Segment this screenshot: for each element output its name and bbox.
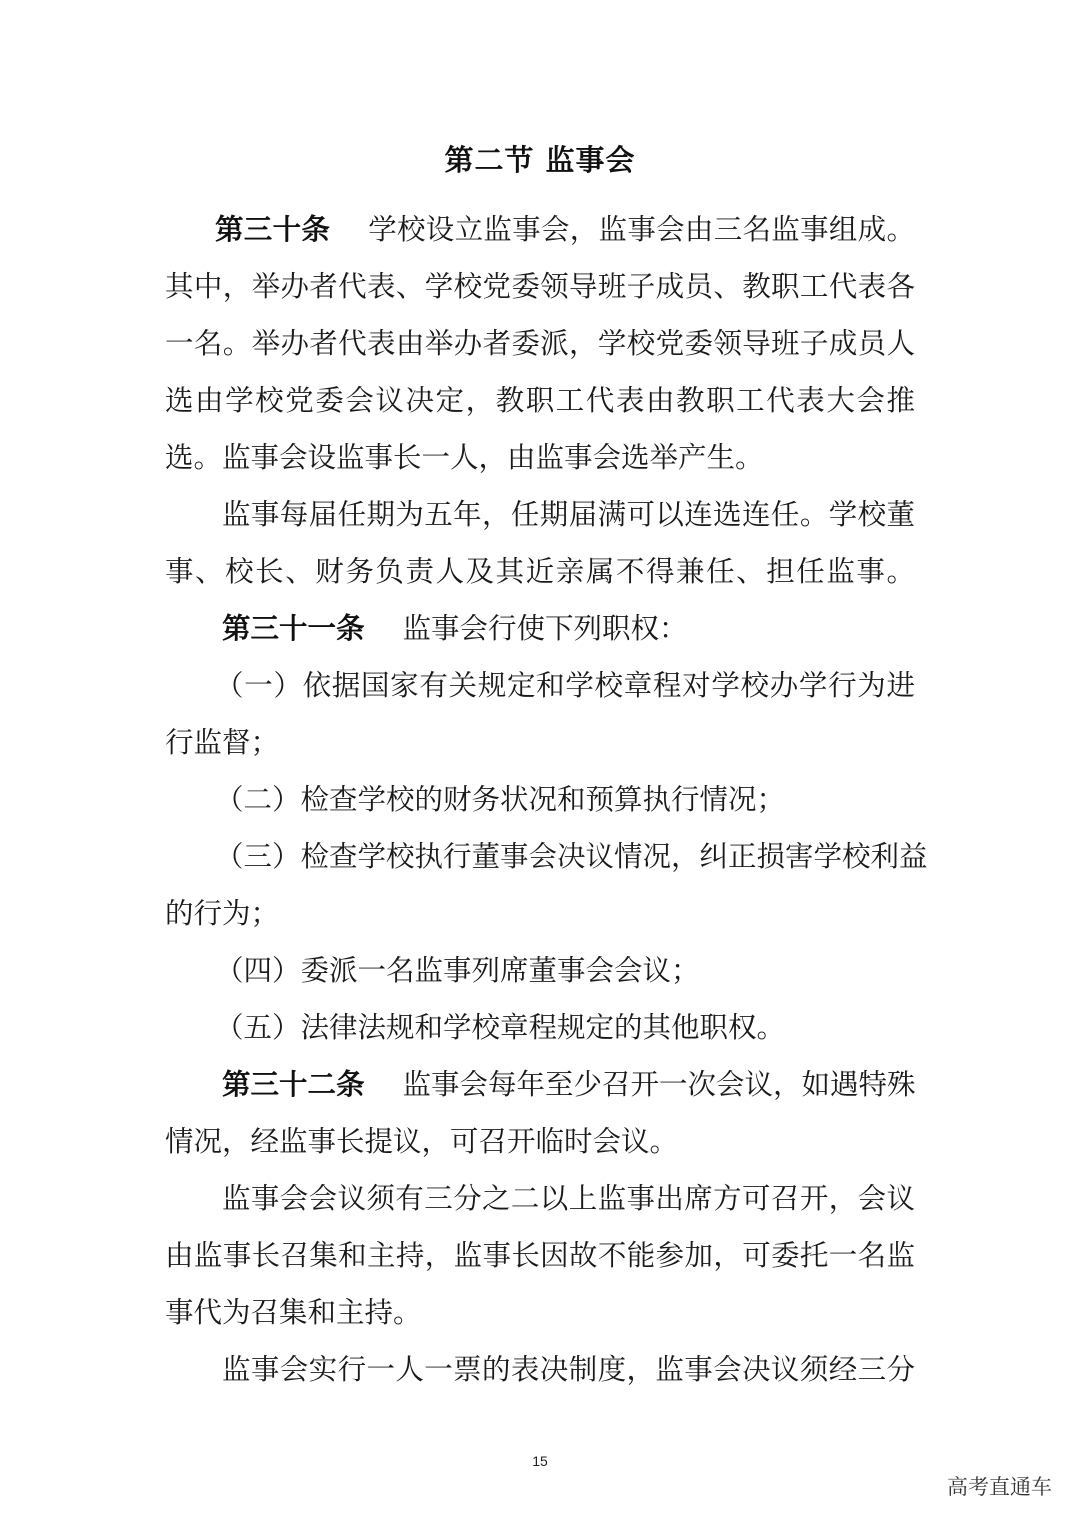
article-31-line-1 [222, 609, 915, 649]
article-31-item-3-line-2: 的行为； [165, 897, 280, 930]
article-30-line-4: 选由学校党委会议决定，教职工代表由教职工代表大会推 [165, 384, 915, 417]
article-30-line-5: 选。监事会设监事长一人，由监事会选举产生。 [165, 441, 764, 474]
article-31-item-1-line-2: 行监督； [165, 726, 280, 759]
article-32-line-2: 情况，经监事长提议，可召开临时会议。 [165, 1125, 679, 1158]
article-30-para2-line-1: 监事每届任期为五年，任期届满可以连选连任。学校董 [222, 498, 915, 531]
article-30-para2-line-2: 事、校长、财务负责人及其近亲属不得兼任、担任监事。 [165, 555, 915, 588]
article-31-label: 第三十一条 [222, 612, 365, 645]
article-31-item-3-line-1: （三）检查学校执行董事会决议情况，纠正损害学校利益 [215, 840, 928, 873]
section-title: 第二节 监事会 [444, 143, 636, 177]
article-32-para2-line-2: 由监事长召集和主持，监事长因故不能参加，可委托一名监 [165, 1239, 915, 1272]
article-32-label: 第三十二条 [222, 1068, 365, 1101]
article-32-line-1 [222, 1065, 915, 1105]
article-30-text: 学校设立监事会，监事会由三名监事组成。 [368, 213, 915, 246]
article-31-item-2: （二）检查学校的财务状况和预算执行情况； [215, 783, 786, 816]
article-32-para2-line-3: 事代为召集和主持。 [165, 1296, 422, 1329]
article-31-item-4: （四）委派一名监事列席董事会会议； [215, 954, 700, 987]
page-number: 15 [532, 1453, 548, 1469]
article-30-line-2: 其中，举办者代表、学校党委领导班子成员、教职工代表各 [165, 270, 915, 303]
article-32-para3-line-1: 监事会实行一人一票的表决制度，监事会决议须经三分 [222, 1353, 915, 1386]
article-30-line-1 [215, 210, 915, 250]
watermark: 高考直通车 [947, 1475, 1052, 1499]
article-30-label: 第三十条 [215, 213, 331, 246]
article-31-text: 监事会行使下列职权： [402, 612, 688, 645]
article-30-line-3: 一名。举办者代表由举办者委派，学校党委领导班子成员人 [165, 327, 915, 360]
article-31-item-1-line-1: （一）依据国家有关规定和学校章程对学校办学行为进 [215, 669, 915, 702]
article-32-para2-line-1: 监事会会议须有三分之二以上监事出席方可召开，会议 [222, 1182, 915, 1215]
article-31-item-5: （五）法律法规和学校章程规定的其他职权。 [215, 1011, 786, 1044]
article-32-text: 监事会每年至少召开一次会议，如遇特殊 [402, 1068, 916, 1101]
